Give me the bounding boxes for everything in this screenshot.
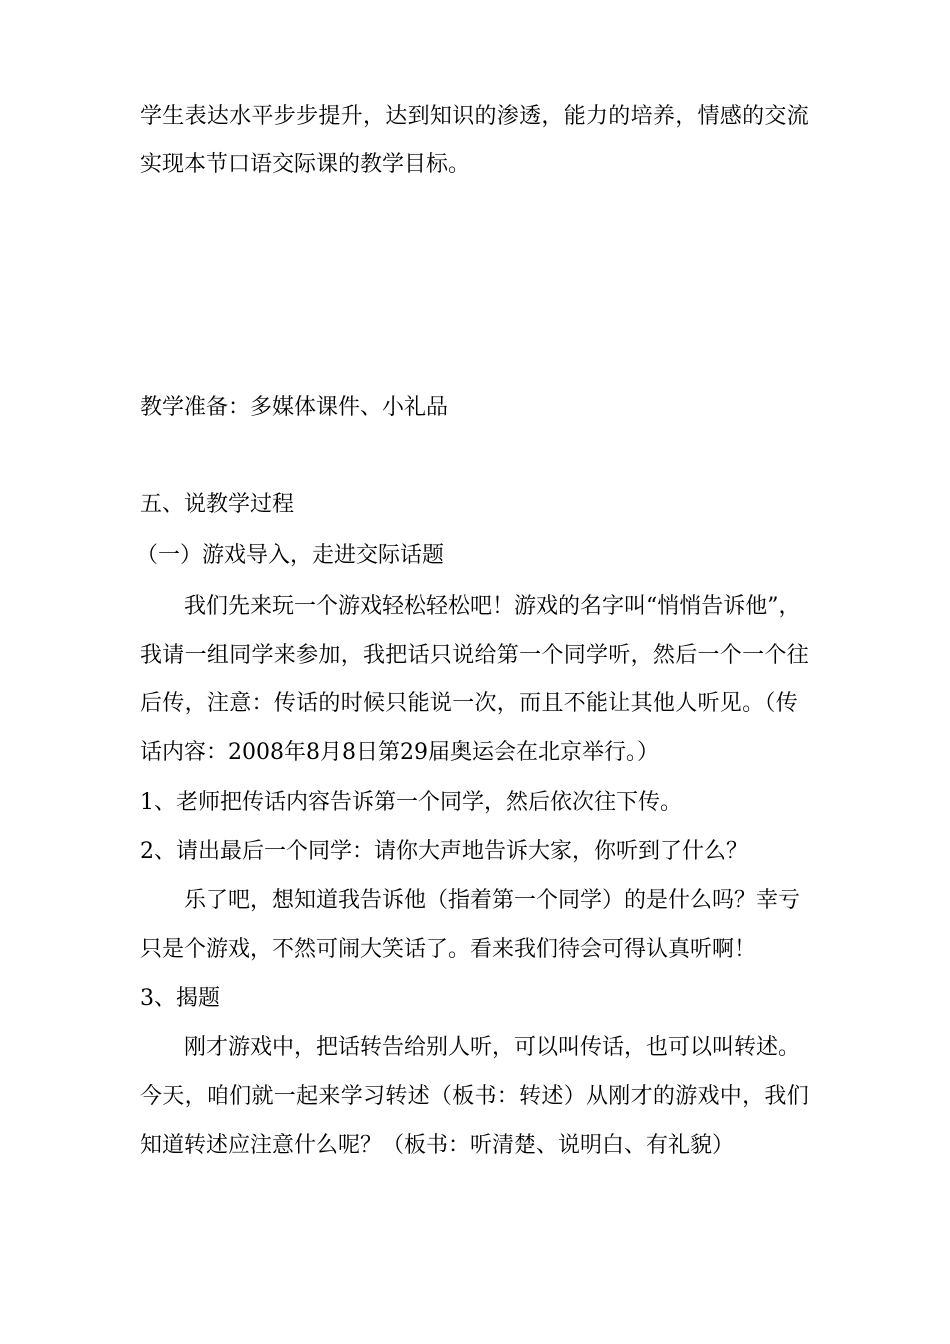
- step-2: 2、请出最后一个同学：请你大声地告诉大家，你听到了什么？: [140, 839, 748, 864]
- step-3: 3、揭题: [140, 986, 220, 1011]
- intro-line-2: 实现本节口语交际课的教学目标。: [140, 152, 471, 177]
- game-paragraph-line-3: 后传，注意：传话的时候只能说一次，而且不能让其他人听见。（传: [140, 691, 799, 716]
- game-paragraph-line-1: 我们先来玩一个游戏轻松轻松吧！游戏的名字叫“悄悄告诉他”，: [184, 594, 801, 619]
- topic-paragraph-line-3: 知道转述应注意什么呢？（板书：听清楚、说明白、有礼貌）: [140, 1133, 735, 1158]
- topic-paragraph-line-1: 刚才游戏中，把话转告给别人听，可以叫传话，也可以叫转述。: [184, 1035, 801, 1060]
- subsection-heading: （一）游戏导入，走进交际话题: [136, 543, 445, 568]
- game-paragraph-line-2: 我请一组同学来参加，我把话只说给第一个同学听，然后一个一个往: [140, 643, 810, 668]
- fun-paragraph-line-2: 只是个游戏，不然可闹大笑话了。看来我们待会可得认真听啊！: [140, 937, 757, 962]
- teaching-preparation: 教学准备：多媒体课件、小礼品: [140, 395, 449, 420]
- topic-paragraph-line-2: 今天，咱们就一起来学习转述（板书：转述）从刚才的游戏中，我们: [140, 1084, 810, 1109]
- intro-line-1: 学生表达水平步步提升，达到知识的渗透，能力的培养，情感的交流: [140, 104, 810, 129]
- step-1: 1、老师把传话内容告诉第一个同学，然后依次往下传。: [140, 790, 682, 815]
- section-heading: 五、说教学过程: [140, 492, 295, 517]
- fun-paragraph-line-1: 乐了吧，想知道我告诉他（指着第一个同学）的是什么吗？幸亏: [184, 888, 801, 913]
- game-paragraph-line-4: 话内容：2008年8月8日第29届奥运会在北京举行。）: [140, 740, 659, 765]
